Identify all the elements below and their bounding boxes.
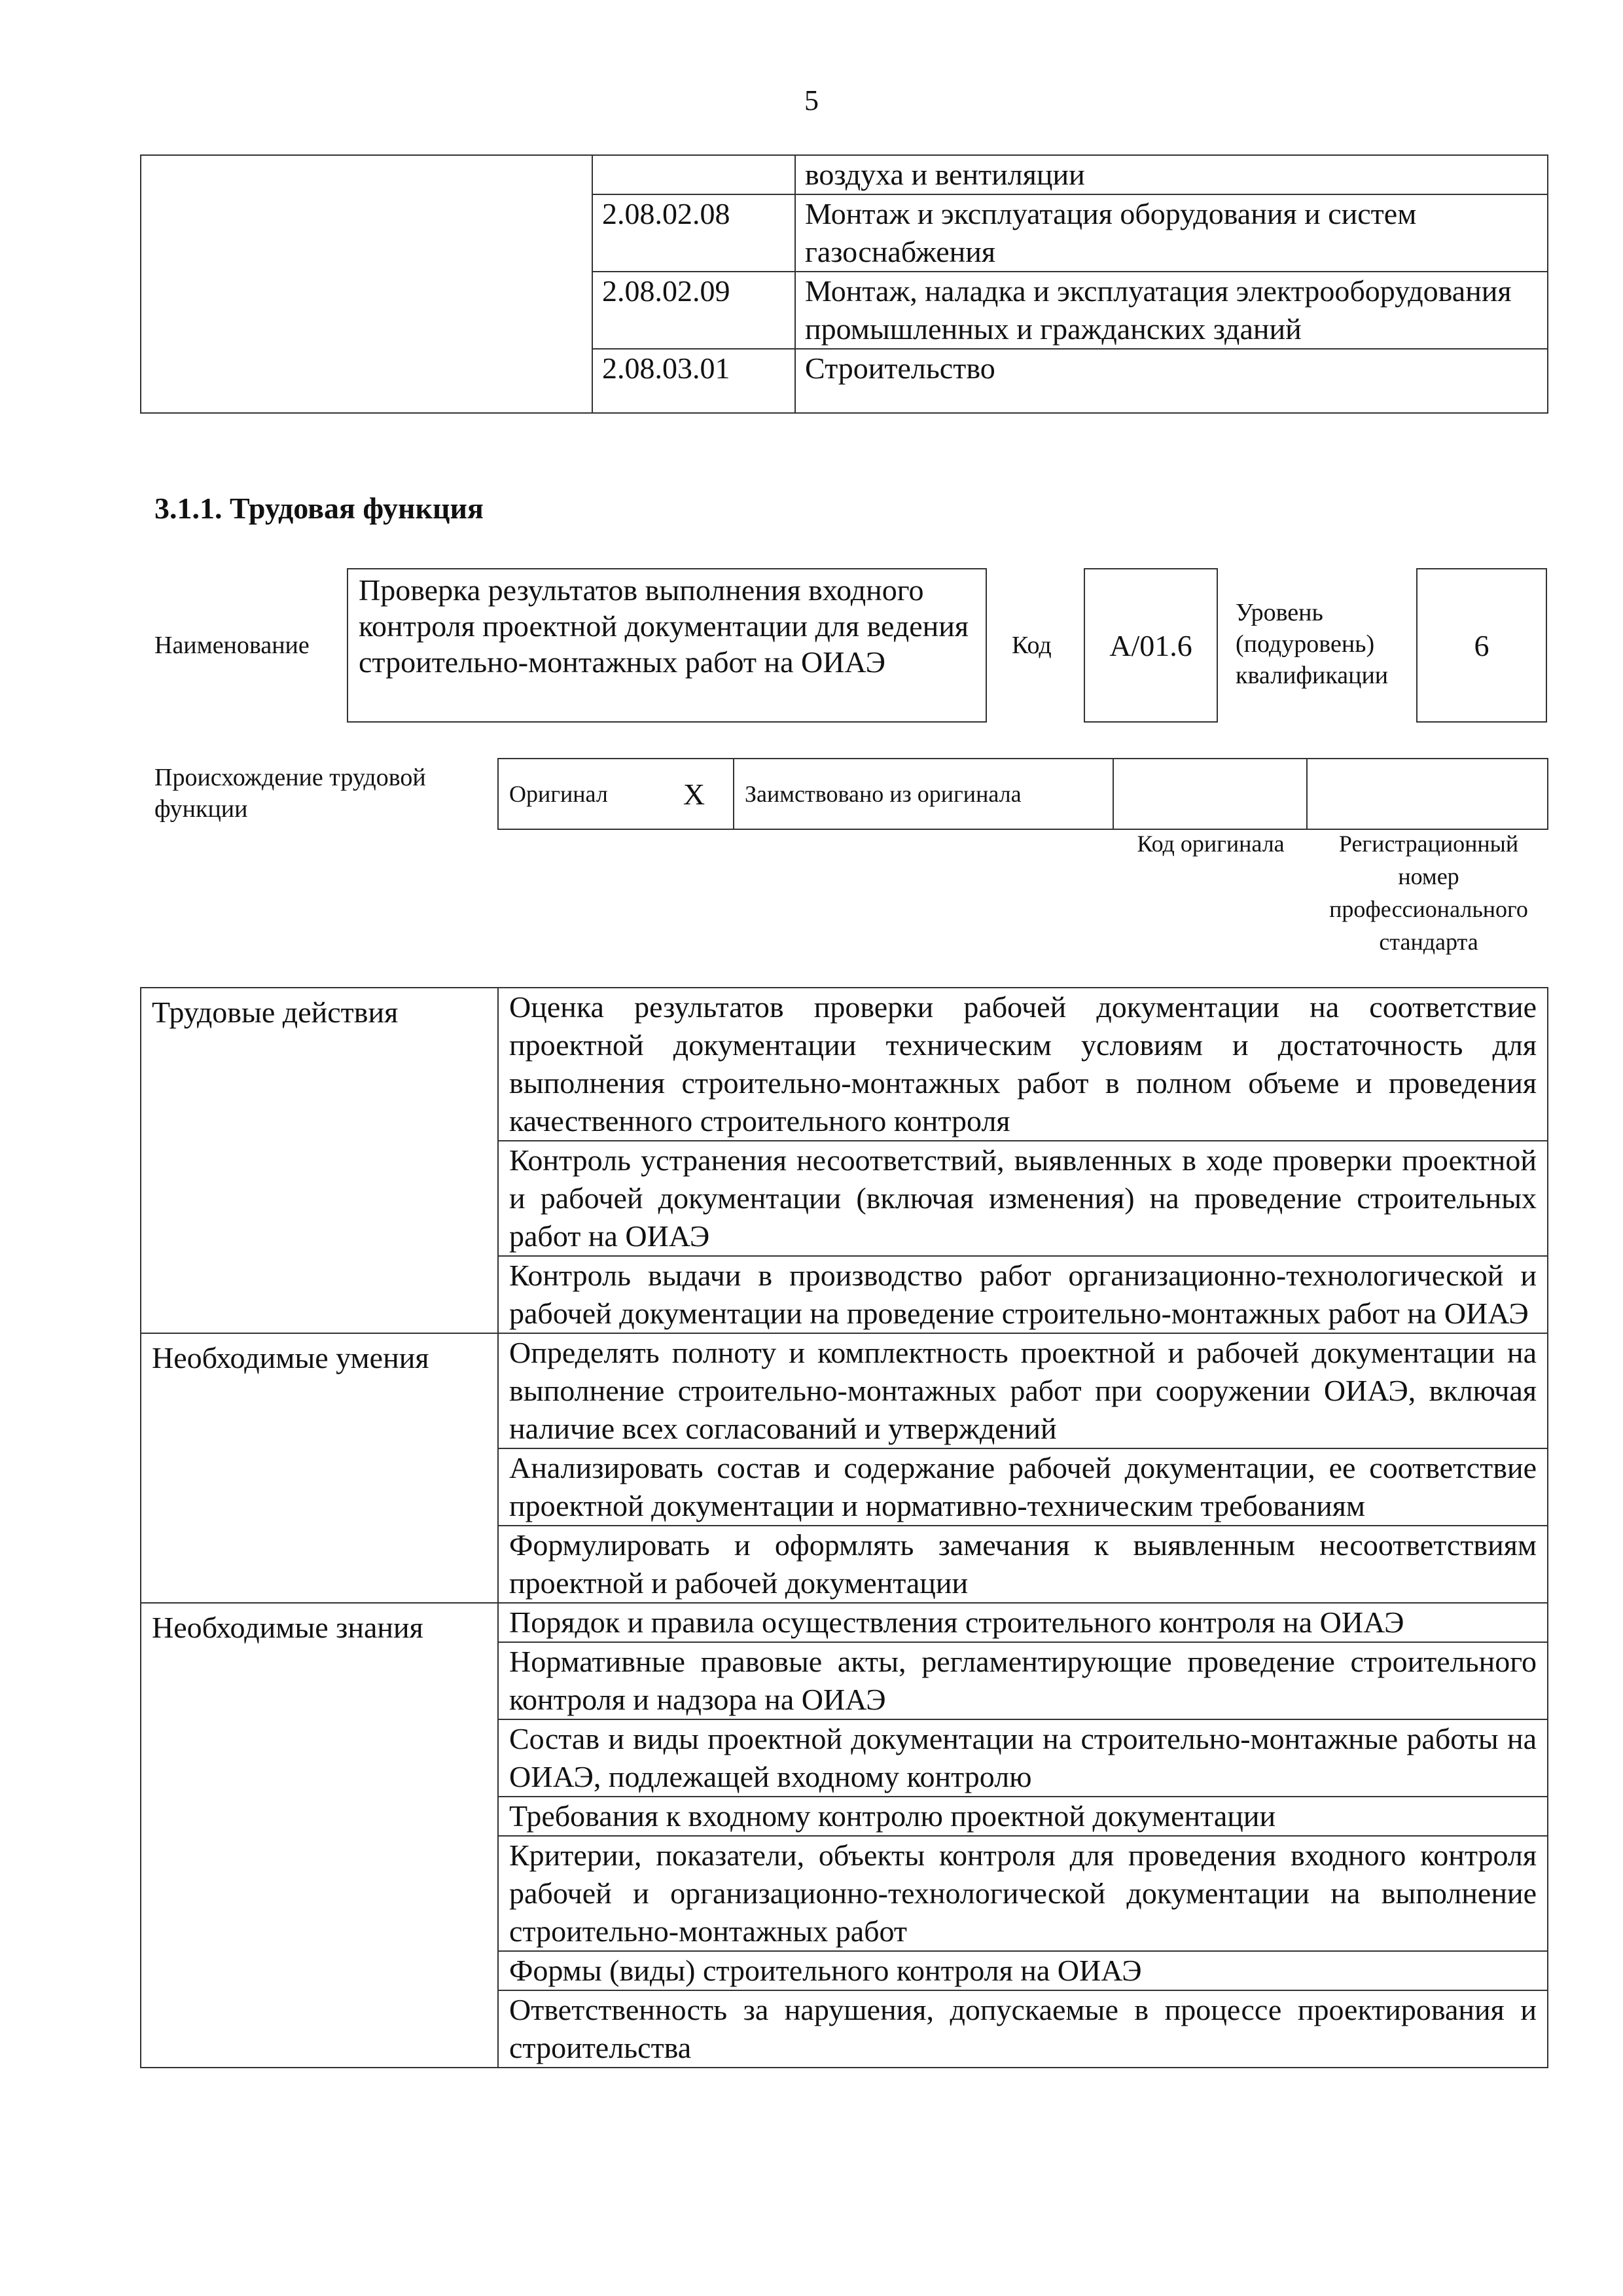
name-label: Наименование: [154, 632, 310, 659]
level-box: [1416, 568, 1547, 723]
function-name-box: Проверка результатов выполнения входного контроля проектной документации для ведения строительно-монтажных работ на ОИАЭ: [347, 568, 987, 723]
origin-label: Происхождение трудовой функции: [154, 764, 426, 823]
specialty-name: Монтаж и эксплуатация оборудования и систем газоснабжения: [795, 194, 1548, 272]
knowledge-item: Ответственность за нарушения, допускаемые в процессе проектирования и строительства: [498, 1990, 1548, 2068]
skill-item: Определять полноту и комплектность проектной и рабочей документации на выполнение строительно-монтажных работ при сооружении ОИАЭ, включая наличие всех согласований и утверждений: [498, 1333, 1548, 1448]
labor-function-table: [140, 987, 1548, 2068]
page-number: 5: [804, 84, 819, 117]
knowledge-item: Состав и виды проектной документации на строительно-монтажные работы на ОИАЭ, подлежащей входному контролю: [498, 1719, 1548, 1797]
skill-item: Формулировать и оформлять замечания к выявленным несоответствиям проектной и рабочей документации: [498, 1526, 1548, 1603]
table-row: [141, 988, 1548, 1141]
specialty-name: воздуха и вентиляции: [795, 155, 1548, 194]
original-code-cell: [1113, 759, 1307, 829]
empty-cell: [141, 155, 592, 413]
original-label: Оригинал: [498, 759, 655, 829]
actions-label: Трудовые действия: [141, 988, 498, 1333]
borrowed-label: Заимствовано из оригинала: [734, 759, 1113, 829]
original-mark: X: [655, 759, 734, 829]
table-row: [141, 1333, 1548, 1448]
code-label: Код: [1012, 632, 1052, 659]
section-heading: 3.1.1. Трудовая функция: [154, 492, 484, 525]
specialty-code: 2.08.03.01: [592, 349, 795, 413]
table-row: [498, 759, 1548, 829]
function-code-box: [1084, 568, 1218, 723]
level-label: Уровень (подуровень) квалификации: [1236, 599, 1389, 689]
specialty-code: 2.08.02.09: [592, 272, 795, 349]
specialty-code: [592, 155, 795, 194]
origin-table: [497, 758, 1548, 830]
specialties-table: [140, 154, 1548, 414]
specialty-code: 2.08.02.08: [592, 194, 795, 272]
specialty-name: Монтаж, наладка и эксплуатация электрооборудования промышленных и гражданских зданий: [795, 272, 1548, 349]
level-value: 6: [1474, 628, 1489, 662]
registration-number-caption: Регистрационный номер профессионального стандарта: [1329, 831, 1528, 955]
function-code: A/01.6: [1109, 628, 1192, 662]
original-code-caption: Код оригинала: [1137, 831, 1285, 857]
action-item: Контроль выдачи в производство работ организационно-технологической и рабочей документации на проведение строительно-монтажных работ на ОИАЭ: [498, 1256, 1548, 1333]
knowledge-label: Необходимые знания: [141, 1603, 498, 2068]
registration-number-cell: [1307, 759, 1548, 829]
knowledge-item: Критерии, показатели, объекты контроля для проведения входного контроля рабочей и организационно-технологической документации на выполнение строительно-монтажных работ: [498, 1836, 1548, 1951]
knowledge-item: Нормативные правовые акты, регламентирующие проведение строительного контроля и надзора на ОИАЭ: [498, 1642, 1548, 1719]
specialty-name: Строительство: [795, 349, 1548, 413]
action-item: Оценка результатов проверки рабочей документации на соответствие проектной документации техническим условиям и достаточность для выполнения строительно-монтажных работ в полном объеме и проведения качественного строительного контроля: [498, 988, 1548, 1141]
knowledge-item: Формы (виды) строительного контроля на ОИАЭ: [498, 1951, 1548, 1990]
table-row: [141, 155, 1548, 194]
table-row: [141, 1603, 1548, 1642]
knowledge-item: Требования к входному контролю проектной документации: [498, 1797, 1548, 1836]
skills-label: Необходимые умения: [141, 1333, 498, 1603]
action-item: Контроль устранения несоответствий, выявленных в ходе проверки проектной и рабочей документации (включая изменения) на проведение строительных работ на ОИАЭ: [498, 1141, 1548, 1256]
knowledge-item: Порядок и правила осуществления строительного контроля на ОИАЭ: [498, 1603, 1548, 1642]
skill-item: Анализировать состав и содержание рабочей документации, ее соответствие проектной документации и нормативно-техническим требованиям: [498, 1448, 1548, 1526]
